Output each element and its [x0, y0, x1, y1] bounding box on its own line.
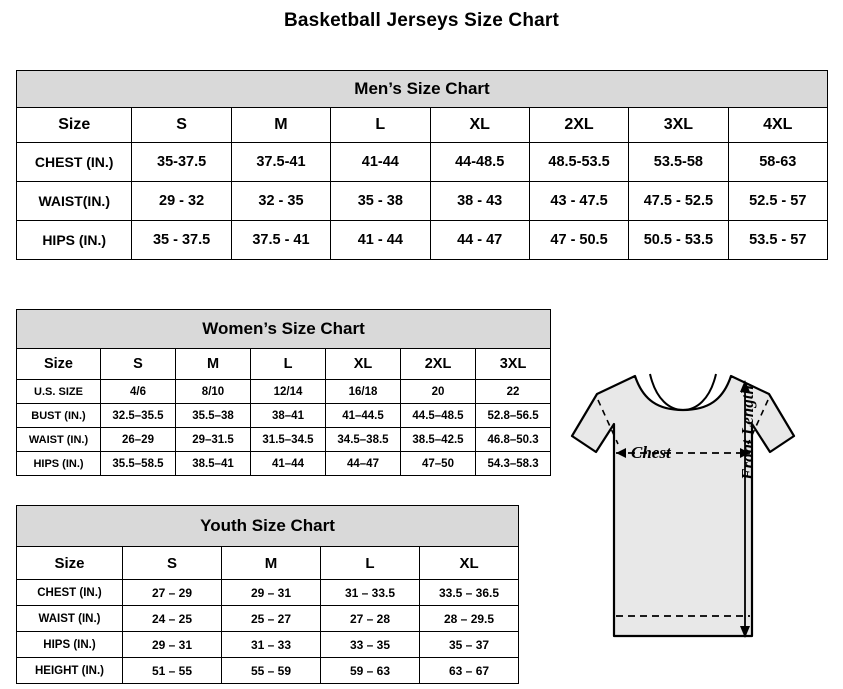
column-header-m: M [222, 547, 321, 580]
column-header-4xl: 4XL [728, 108, 827, 143]
table-row [17, 452, 551, 476]
cell-waist-3xl: 47.5 - 52.5 [629, 182, 728, 221]
cell-hips-l: 41–44 [251, 452, 326, 476]
cell-hips-4xl: 53.5 - 57 [728, 221, 827, 260]
cell-waist-m: 25 – 27 [222, 606, 321, 632]
cell-chest-s: 27 – 29 [123, 580, 222, 606]
youth-size-chart-table [16, 505, 519, 684]
cell-waist-m: 29–31.5 [176, 428, 251, 452]
cell-chest-l: 41-44 [331, 143, 430, 182]
table-row [17, 404, 551, 428]
cell-hips-m: 31 – 33 [222, 632, 321, 658]
cell-hips-2xl: 47–50 [401, 452, 476, 476]
cell-hips-xl: 44–47 [326, 452, 401, 476]
cell-chest-3xl: 53.5-58 [629, 143, 728, 182]
table-caption-row [17, 71, 828, 108]
cell-bust-3xl: 52.8–56.5 [476, 404, 551, 428]
table-row [17, 580, 519, 606]
row-label-hips: HIPS (IN.) [17, 632, 123, 658]
cell-waist-xl: 28 – 29.5 [420, 606, 519, 632]
cell-hips-xl: 35 – 37 [420, 632, 519, 658]
cell-ussize-m: 8/10 [176, 380, 251, 404]
cell-chest-xl: 33.5 – 36.5 [420, 580, 519, 606]
row-label-waist: WAIST(IN.) [17, 182, 132, 221]
row-label-hips: HIPS (IN.) [17, 221, 132, 260]
row-label-chest: CHEST (IN.) [17, 143, 132, 182]
cell-chest-m: 29 – 31 [222, 580, 321, 606]
cell-chest-l: 31 – 33.5 [321, 580, 420, 606]
cell-height-m: 55 – 59 [222, 658, 321, 684]
cell-waist-4xl: 52.5 - 57 [728, 182, 827, 221]
cell-waist-2xl: 38.5–42.5 [401, 428, 476, 452]
column-header-s: S [123, 547, 222, 580]
cell-hips-m: 37.5 - 41 [231, 221, 330, 260]
row-label-chest: CHEST (IN.) [17, 580, 123, 606]
youth-size-chart-container [16, 505, 519, 684]
cell-chest-xl: 44-48.5 [430, 143, 529, 182]
column-header-l: L [331, 108, 430, 143]
row-label-waist: WAIST (IN.) [17, 606, 123, 632]
cell-ussize-l: 12/14 [251, 380, 326, 404]
cell-waist-l: 27 – 28 [321, 606, 420, 632]
column-header-size: Size [17, 108, 132, 143]
column-header-2xl: 2XL [529, 108, 628, 143]
cell-hips-xl: 44 - 47 [430, 221, 529, 260]
table-row [17, 632, 519, 658]
womens-size-chart-container [16, 309, 551, 476]
cell-waist-m: 32 - 35 [231, 182, 330, 221]
cell-bust-2xl: 44.5–48.5 [401, 404, 476, 428]
column-header-2xl: 2XL [401, 349, 476, 380]
column-header-m: M [231, 108, 330, 143]
column-header-size: Size [17, 547, 123, 580]
column-header-l: L [321, 547, 420, 580]
cell-ussize-3xl: 22 [476, 380, 551, 404]
cell-chest-4xl: 58-63 [728, 143, 827, 182]
jersey-illustration-icon [552, 340, 836, 680]
column-header-m: M [176, 349, 251, 380]
cell-waist-s: 26–29 [101, 428, 176, 452]
cell-ussize-s: 4/6 [101, 380, 176, 404]
table-row [17, 606, 519, 632]
cell-ussize-xl: 16/18 [326, 380, 401, 404]
table-row [17, 182, 828, 221]
table-header-row [17, 547, 519, 580]
column-header-3xl: 3XL [629, 108, 728, 143]
table-row [17, 428, 551, 452]
table-row [17, 380, 551, 404]
chest-label: Chest [631, 443, 671, 462]
table-row [17, 143, 828, 182]
cell-chest-m: 37.5-41 [231, 143, 330, 182]
row-label-bust: BUST (IN.) [17, 404, 101, 428]
cell-hips-l: 33 – 35 [321, 632, 420, 658]
mens-size-chart-table [16, 70, 828, 260]
cell-hips-3xl: 50.5 - 53.5 [629, 221, 728, 260]
cell-bust-xl: 41–44.5 [326, 404, 401, 428]
cell-height-s: 51 – 55 [123, 658, 222, 684]
front-length-label: Front Length [738, 385, 757, 480]
cell-waist-s: 24 – 25 [123, 606, 222, 632]
row-label-height: HEIGHT (IN.) [17, 658, 123, 684]
column-header-s: S [101, 349, 176, 380]
column-header-s: S [132, 108, 231, 143]
mens-chart-caption: Men’s Size Chart [17, 71, 828, 108]
cell-ussize-2xl: 20 [401, 380, 476, 404]
cell-hips-3xl: 54.3–58.3 [476, 452, 551, 476]
cell-height-xl: 63 – 67 [420, 658, 519, 684]
cell-hips-2xl: 47 - 50.5 [529, 221, 628, 260]
cell-bust-l: 38–41 [251, 404, 326, 428]
cell-hips-s: 35 - 37.5 [132, 221, 231, 260]
table-row [17, 221, 828, 260]
womens-chart-caption: Women’s Size Chart [17, 310, 551, 349]
column-header-xl: XL [420, 547, 519, 580]
page-title: Basketball Jerseys Size Chart [283, 10, 560, 31]
cell-hips-s: 35.5–58.5 [101, 452, 176, 476]
column-header-size: Size [17, 349, 101, 380]
cell-waist-2xl: 43 - 47.5 [529, 182, 628, 221]
cell-hips-m: 38.5–41 [176, 452, 251, 476]
cell-chest-2xl: 48.5-53.5 [529, 143, 628, 182]
mens-size-chart-container [16, 70, 828, 260]
table-caption-row [17, 310, 551, 349]
cell-hips-l: 41 - 44 [331, 221, 430, 260]
table-header-row [17, 108, 828, 143]
youth-chart-caption: Youth Size Chart [17, 506, 519, 547]
cell-waist-xl: 34.5–38.5 [326, 428, 401, 452]
cell-waist-l: 35 - 38 [331, 182, 430, 221]
jersey-collar-line [650, 374, 716, 410]
column-header-xl: XL [430, 108, 529, 143]
table-caption-row [17, 506, 519, 547]
cell-waist-xl: 38 - 43 [430, 182, 529, 221]
cell-waist-s: 29 - 32 [132, 182, 231, 221]
row-label-hips: HIPS (IN.) [17, 452, 101, 476]
row-label-waist: WAIST (IN.) [17, 428, 101, 452]
womens-size-chart-table [16, 309, 551, 476]
cell-hips-s: 29 – 31 [123, 632, 222, 658]
column-header-l: L [251, 349, 326, 380]
table-header-row [17, 349, 551, 380]
column-header-xl: XL [326, 349, 401, 380]
row-label-us-size: U.S. SIZE [17, 380, 101, 404]
cell-waist-l: 31.5–34.5 [251, 428, 326, 452]
cell-height-l: 59 – 63 [321, 658, 420, 684]
cell-waist-3xl: 46.8–50.3 [476, 428, 551, 452]
jersey-measurement-diagram [552, 340, 836, 680]
cell-chest-s: 35-37.5 [132, 143, 231, 182]
table-row [17, 658, 519, 684]
cell-bust-m: 35.5–38 [176, 404, 251, 428]
column-header-3xl: 3XL [476, 349, 551, 380]
cell-bust-s: 32.5–35.5 [101, 404, 176, 428]
